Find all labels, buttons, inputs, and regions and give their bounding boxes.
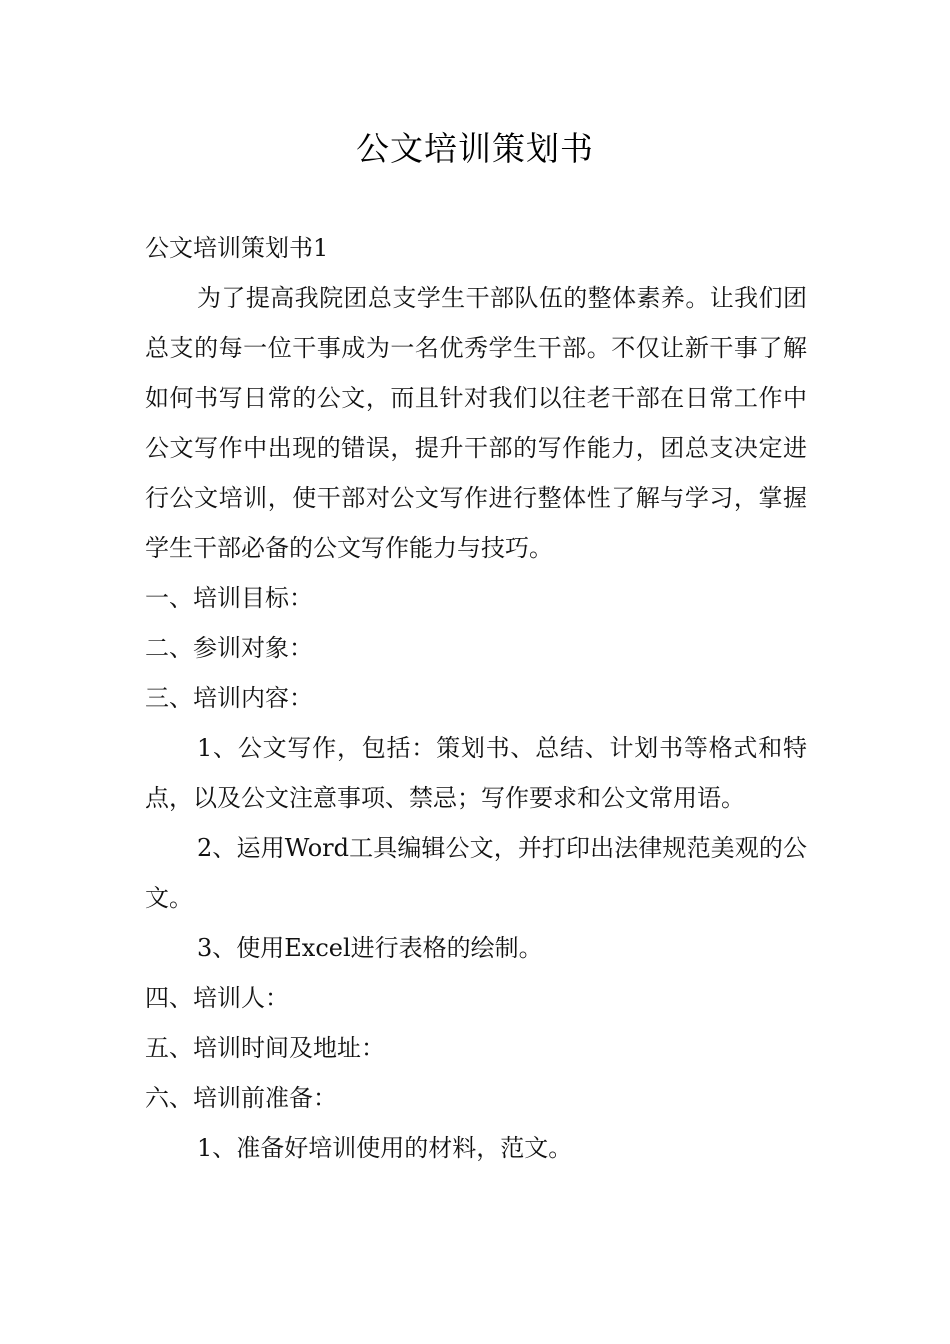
- item-training-goal: 一、培训目标：: [145, 584, 313, 612]
- item-time-location: 五、培训时间及地址：: [145, 1034, 385, 1062]
- document-title: 公文培训策划书: [356, 129, 594, 168]
- item-trainer: 四、培训人：: [145, 984, 289, 1012]
- item-training-content: 三、培训内容：: [145, 684, 313, 712]
- document-body: [145, 223, 807, 1173]
- content-point-excel: 3、使用Excel进行表格的绘制。: [197, 934, 543, 962]
- content-point-word: 2、运用Word工具编辑公文，并打印出法律规范美观的公文。: [145, 834, 807, 912]
- prep-point-materials: 1、准备好培训使用的材料，范文。: [197, 1134, 573, 1162]
- item-preparation: 六、培训前准备：: [145, 1084, 337, 1112]
- section-heading: 公文培训策划书1: [145, 234, 329, 262]
- item-participants: 二、参训对象：: [145, 634, 313, 662]
- content-point-writing: 1、公文写作，包括：策划书、总结、计划书等格式和特点，以及公文注意事项、禁忌；写作要求和公文常用语。: [145, 734, 807, 812]
- intro-paragraph: 为了提高我院团总支学生干部队伍的整体素养。让我们团总支的每一位干事成为一名优秀学生干部。不仅让新干事了解如何书写日常的公文，而且针对我们以往老干部在日常工作中公文写作中出现的错误，提升干部的写作能力，团总支决定进行公文培训，使干部对公文写作进行整体性了解与学习，掌握学生干部必备的公文写作能力与技巧。: [145, 284, 807, 562]
